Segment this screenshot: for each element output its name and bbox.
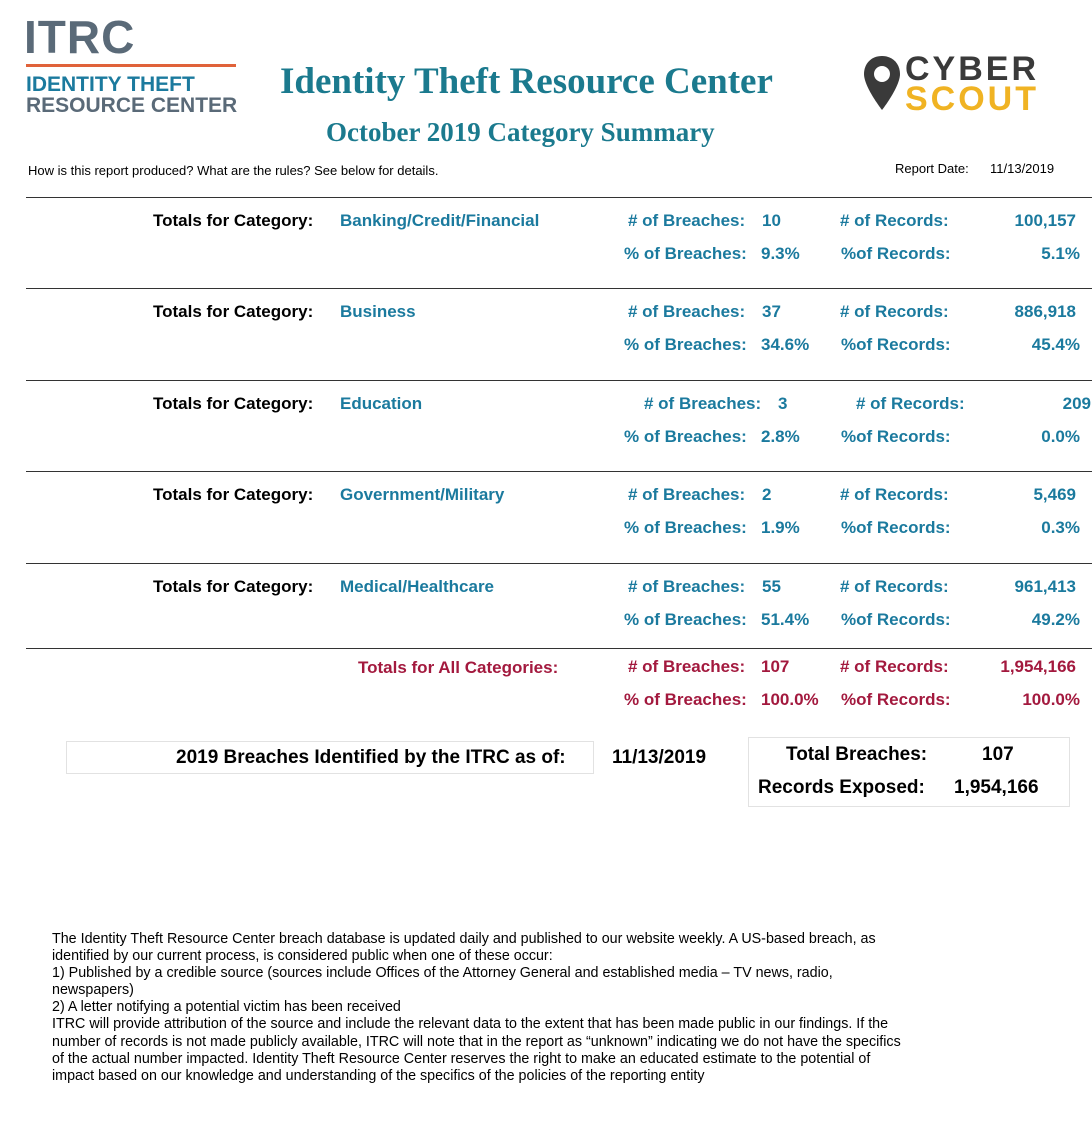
records-count: 886,918	[1014, 302, 1076, 321]
breaches-count: 37	[762, 302, 781, 321]
report-info-text: How is this report produced? What are the rules? See below for details.	[28, 163, 439, 178]
page-title: Identity Theft Resource Center	[280, 61, 773, 102]
breaches-count: 55	[762, 577, 781, 596]
divider	[26, 288, 1092, 289]
divider	[26, 380, 1092, 381]
map-pin-icon	[862, 54, 902, 112]
category-name: Medical/Healthcare	[340, 577, 495, 596]
total-breaches-label: Total Breaches:	[786, 744, 928, 765]
records-pct-label: %of Records:	[841, 335, 951, 354]
total-records-pct: 100.0%	[1022, 690, 1080, 709]
records-exposed-label: Records Exposed:	[758, 777, 925, 798]
records-pct: 0.0%	[1041, 427, 1080, 446]
records-count: 961,413	[1014, 577, 1076, 596]
category-label: Totals for Category:	[153, 302, 314, 321]
breaches-pct: 51.4%	[761, 610, 810, 629]
records-count-label: # of Records:	[840, 211, 949, 230]
all-categories-label: Totals for All Categories:	[358, 658, 559, 677]
breaches-count: 10	[762, 211, 781, 230]
page-subtitle: October 2019 Category Summary	[326, 117, 715, 147]
breaches-count-label: # of Breaches:	[628, 211, 746, 230]
sponsor-logo-word1: CYBER	[905, 50, 1040, 88]
footer-line: number of records is not made publicly available, ITRC will note that in the report as “unknown” indicating we do not have the specifics	[52, 1033, 901, 1050]
records-count-label: # of Records:	[840, 577, 949, 596]
records-pct: 49.2%	[1031, 610, 1080, 629]
breaches-pct-label: % of Breaches:	[624, 518, 747, 537]
records-pct: 45.4%	[1031, 335, 1080, 354]
category-label: Totals for Category:	[153, 394, 314, 413]
divider	[26, 563, 1092, 564]
asof-label: 2019 Breaches Identified by the ITRC as of:	[176, 747, 566, 768]
breaches-pct: 1.9%	[761, 518, 800, 537]
records-pct-label: %of Records:	[841, 427, 951, 446]
itrc-logo-letters: ITRC	[24, 11, 136, 63]
divider	[26, 471, 1092, 472]
breaches-pct-label: % of Breaches:	[624, 690, 747, 709]
report-date: 11/13/2019	[990, 161, 1055, 176]
logo-divider	[26, 64, 236, 67]
records-pct-label: %of Records:	[841, 518, 951, 537]
breaches-count-label: # of Breaches:	[628, 657, 746, 676]
records-pct-label: %of Records:	[841, 690, 951, 709]
divider	[26, 648, 1092, 649]
report-rules-text	[52, 931, 1052, 1085]
breaches-pct: 9.3%	[761, 244, 800, 263]
itrc-logo-line1: IDENTITY THEFT	[26, 73, 195, 96]
footer-line: identified by our current process, is considered public when one of these occur:	[52, 948, 553, 965]
category-label: Totals for Category:	[153, 485, 314, 504]
total-records-count: 1,954,166	[1000, 657, 1076, 676]
sponsor-logo-word2: SCOUT	[905, 80, 1039, 118]
records-count: 5,469	[1033, 485, 1076, 504]
total-breaches-count: 107	[761, 657, 790, 676]
records-pct: 5.1%	[1041, 244, 1080, 263]
category-name: Banking/Credit/Financial	[340, 211, 540, 230]
report-date-label: Report Date:	[895, 161, 969, 176]
total-breaches-pct: 100.0%	[761, 690, 819, 709]
breaches-pct-label: % of Breaches:	[624, 427, 747, 446]
footer-line: 1) Published by a credible source (sources include Offices of the Attorney General and established media – TV news, radio,	[52, 965, 833, 982]
records-pct: 0.3%	[1041, 518, 1080, 537]
footer-line: The Identity Theft Resource Center breach database is updated daily and published to our website weekly. A US-based breach, as	[52, 931, 876, 947]
breaches-count-label: # of Breaches:	[628, 577, 746, 596]
divider	[26, 197, 1092, 198]
records-count-label: # of Records:	[856, 394, 965, 413]
breaches-count-label: # of Breaches:	[628, 485, 746, 504]
asof-date: 11/13/2019	[612, 747, 707, 768]
category-name: Education	[340, 394, 423, 413]
breaches-pct-label: % of Breaches:	[624, 335, 747, 354]
records-count-label: # of Records:	[840, 485, 949, 504]
records-pct-label: %of Records:	[841, 610, 951, 629]
breaches-pct: 2.8%	[761, 427, 800, 446]
breaches-pct-label: % of Breaches:	[624, 244, 747, 263]
footer-line: of the actual number impacted. Identity Theft Resource Center reserves the right to make an educated estimate to the potential of	[52, 1050, 871, 1067]
itrc-logo-line2: RESOURCE CENTER	[26, 94, 238, 117]
breaches-count: 2	[762, 485, 772, 504]
records-exposed-value: 1,954,166	[954, 777, 1039, 798]
category-label: Totals for Category:	[153, 577, 314, 596]
category-name: Business	[340, 302, 416, 321]
breaches-count: 3	[778, 394, 788, 413]
footer-line: ITRC will provide attribution of the source and include the relevant data to the extent that has been made public in our findings. If the	[52, 1016, 889, 1033]
records-count-label: # of Records:	[840, 302, 949, 321]
total-breaches-value: 107	[982, 744, 1014, 765]
records-count: 209	[1062, 394, 1091, 413]
breaches-count-label: # of Breaches:	[628, 302, 746, 321]
category-label: Totals for Category:	[153, 211, 314, 230]
records-count-label: # of Records:	[840, 657, 949, 676]
breaches-pct-label: % of Breaches:	[624, 610, 747, 629]
footer-line: newspapers)	[52, 982, 134, 999]
footer-line: 2) A letter notifying a potential victim has been received	[52, 999, 401, 1016]
breaches-count-label: # of Breaches:	[644, 394, 762, 413]
records-count: 100,157	[1014, 211, 1076, 230]
records-pct-label: %of Records:	[841, 244, 951, 263]
footer-line: impact based on our knowledge and understanding of the specifics of the policies of the reporting entity	[52, 1067, 705, 1084]
breaches-pct: 34.6%	[761, 335, 810, 354]
category-name: Government/Military	[340, 485, 505, 504]
